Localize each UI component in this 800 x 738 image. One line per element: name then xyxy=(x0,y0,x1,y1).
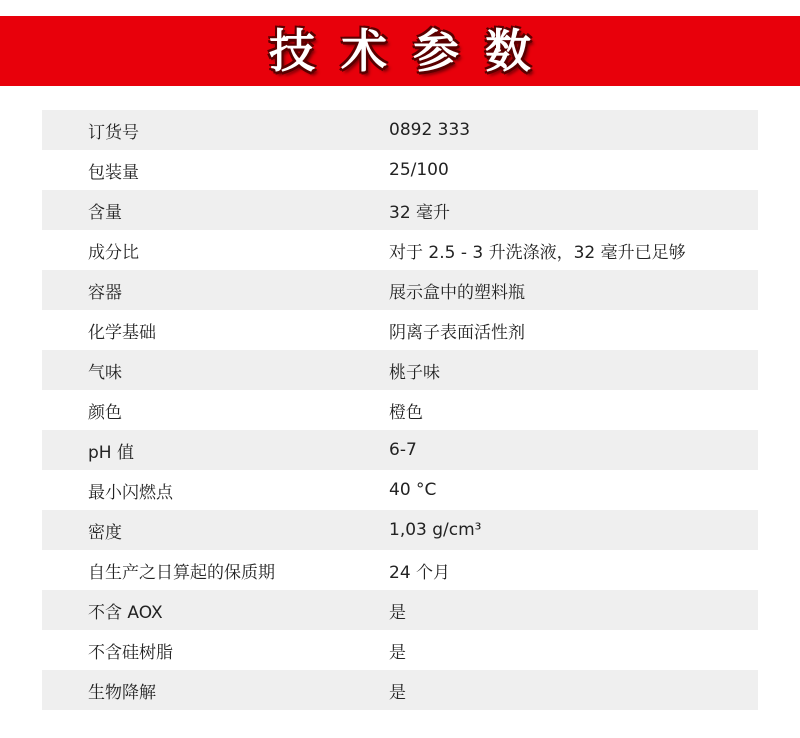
spec-value: 是 xyxy=(389,682,406,703)
spec-table xyxy=(42,110,758,710)
spec-row xyxy=(42,230,758,270)
spec-value: 1,03 g/cm³ xyxy=(389,520,482,540)
spec-row xyxy=(42,310,758,350)
title-banner xyxy=(0,16,800,86)
spec-label: 含量 xyxy=(88,202,122,223)
spec-value: 橙色 xyxy=(389,402,423,423)
spec-value: 桃子味 xyxy=(389,362,440,383)
spec-value: 6-7 xyxy=(389,440,417,460)
spec-label: 生物降解 xyxy=(88,682,156,703)
spec-value: 32 毫升 xyxy=(389,202,451,223)
spec-row xyxy=(42,150,758,190)
spec-label: 密度 xyxy=(88,522,122,543)
spec-row xyxy=(42,550,758,590)
spec-label: 不含 AOX xyxy=(88,602,163,623)
spec-label: 最小闪燃点 xyxy=(88,482,173,503)
spec-row xyxy=(42,630,758,670)
spec-label: 容器 xyxy=(88,282,122,303)
spec-row xyxy=(42,470,758,510)
spec-label: 不含硅树脂 xyxy=(88,642,173,663)
spec-label: 自生产之日算起的保质期 xyxy=(88,562,275,583)
spec-value: 是 xyxy=(389,602,406,623)
spec-label: 订货号 xyxy=(88,122,139,143)
spec-row xyxy=(42,670,758,710)
spec-row xyxy=(42,390,758,430)
spec-label: 成分比 xyxy=(88,242,139,263)
spec-row xyxy=(42,190,758,230)
spec-value: 展示盒中的塑料瓶 xyxy=(389,282,525,303)
spec-label: pH 值 xyxy=(88,442,134,463)
spec-value: 25/100 xyxy=(389,160,449,180)
page-title: 技术参数 xyxy=(269,24,557,78)
spec-value: 是 xyxy=(389,642,406,663)
spec-value: 阴离子表面活性剂 xyxy=(389,322,525,343)
spec-value: 24 个月 xyxy=(389,562,451,583)
spec-row xyxy=(42,590,758,630)
spec-row xyxy=(42,430,758,470)
spec-value: 对于 2.5 - 3 升洗涤液，32 毫升已足够 xyxy=(389,242,686,263)
spec-row xyxy=(42,270,758,310)
spec-label: 包装量 xyxy=(88,162,139,183)
spec-value: 0892 333 xyxy=(389,120,471,140)
spec-row xyxy=(42,350,758,390)
spec-label: 化学基础 xyxy=(88,322,156,343)
spec-label: 颜色 xyxy=(88,402,122,423)
spec-row xyxy=(42,110,758,150)
spec-label: 气味 xyxy=(88,362,122,383)
spec-value: 40 °C xyxy=(389,480,437,500)
spec-row xyxy=(42,510,758,550)
